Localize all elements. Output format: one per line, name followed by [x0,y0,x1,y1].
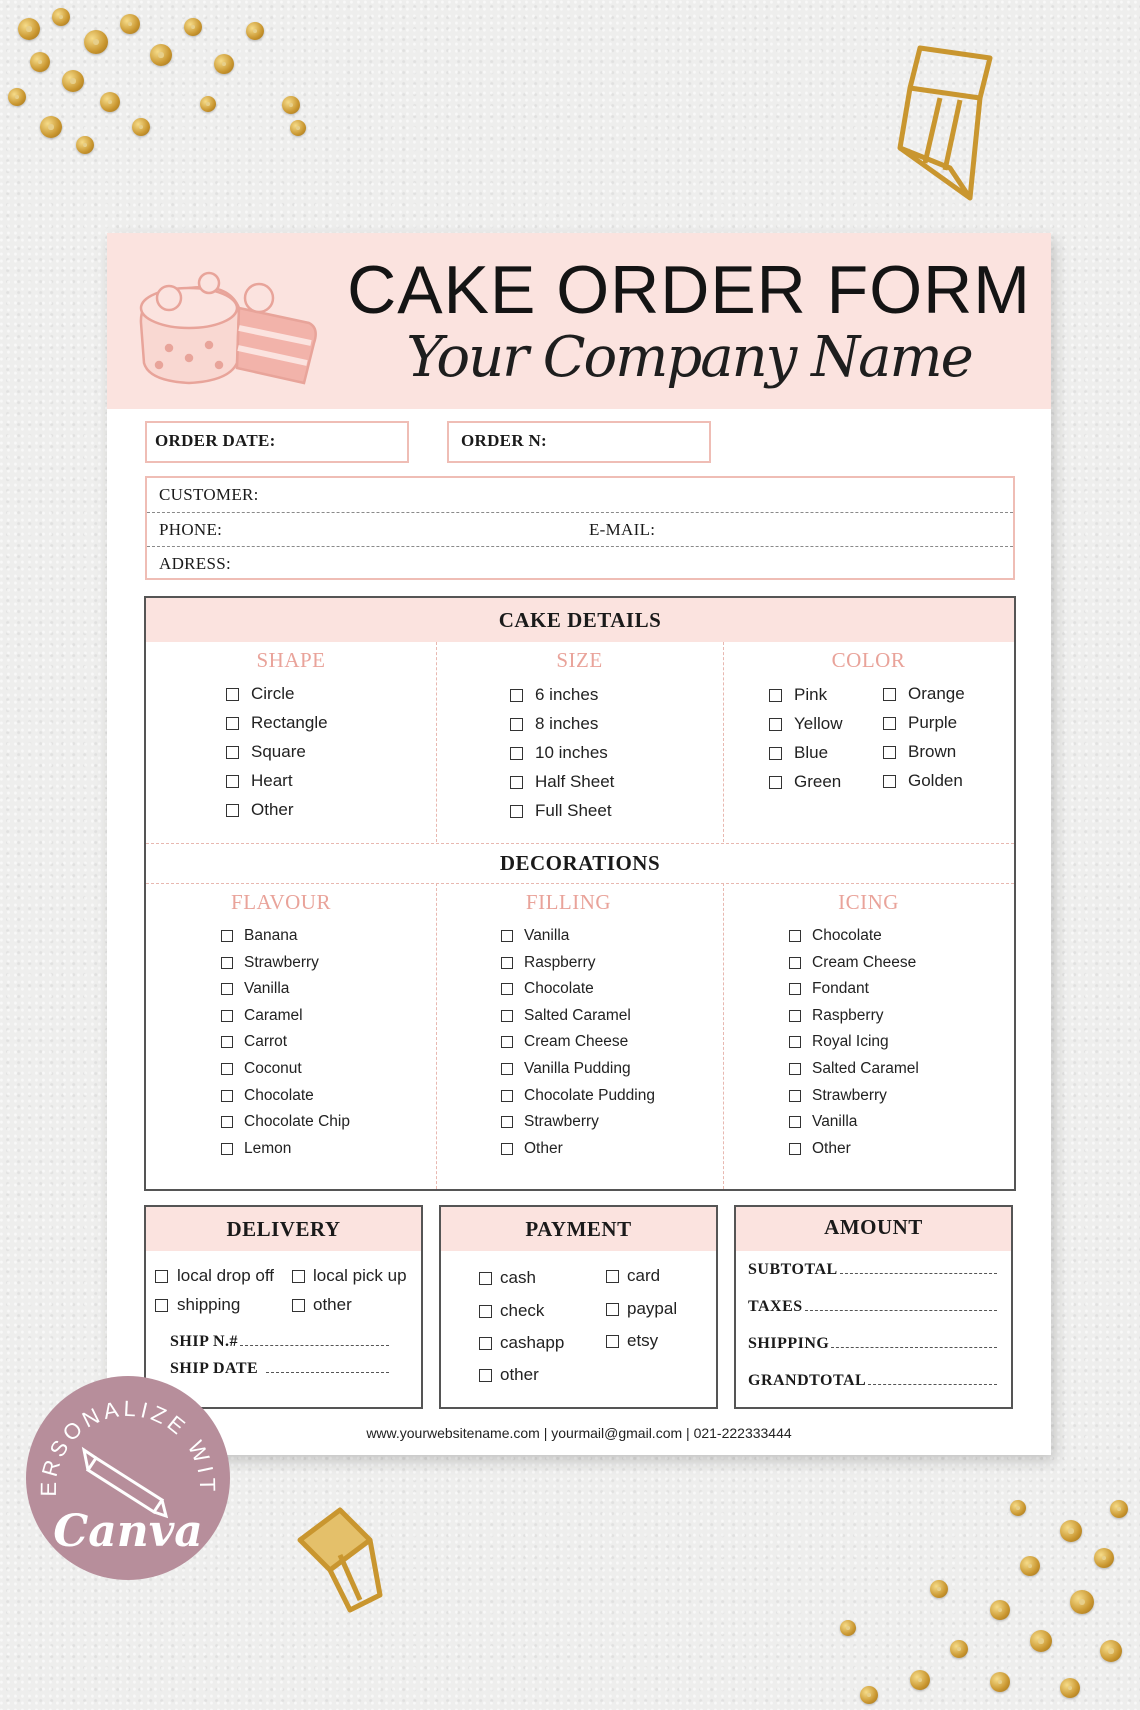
option-label: Royal Icing [812,1033,889,1051]
size-option-full-sheet[interactable] [510,801,612,821]
flavour-option[interactable] [221,927,297,945]
sequin [200,96,216,112]
payment-option-other[interactable] [479,1365,539,1385]
color-option-pink[interactable] [769,685,827,705]
option-label: Carrot [244,1033,288,1051]
filling-option[interactable] [501,1033,628,1051]
checkbox[interactable] [789,1143,801,1155]
divider [723,883,724,1189]
option-label: local pick up [313,1266,407,1285]
option-label: Square [251,742,306,761]
option-label: 8 inches [535,714,599,733]
checkbox[interactable] [501,1143,513,1155]
flavour-option[interactable] [221,1140,291,1158]
filling-option[interactable] [501,1087,655,1105]
sequin [120,14,140,34]
ship-date-label: SHIP DATE [170,1360,259,1377]
customer-field[interactable] [147,478,1013,512]
sequin [1060,1520,1082,1542]
input-line [831,1347,997,1348]
sequin [860,1686,878,1704]
checkbox[interactable] [789,1036,801,1048]
svg-text:PERSONALIZE WITH [26,1376,220,1497]
checkbox[interactable] [221,1090,233,1102]
order-form-sheet [107,233,1051,1455]
sequin [62,70,84,92]
order-number-field[interactable] [447,421,711,463]
option-label: Vanilla Pudding [524,1060,631,1077]
payment-option-check[interactable] [479,1301,544,1321]
option-label: Heart [251,771,293,790]
cake-slice-icon [129,253,329,398]
checkbox[interactable] [221,1143,233,1155]
filling-option[interactable] [501,954,596,972]
option-label: Chocolate [244,1086,314,1104]
checkbox[interactable] [221,1116,233,1128]
option-label: card [627,1266,661,1285]
checkbox[interactable] [510,718,523,731]
option-label: Rectangle [251,713,328,732]
divider [146,883,1014,884]
option-label: cash [500,1268,536,1287]
checkbox[interactable] [221,983,233,995]
icing-option[interactable] [789,927,882,945]
option-label: 10 inches [535,743,608,762]
option-label: Golden [908,771,963,790]
badge-graphic [26,1376,230,1580]
sequin [990,1600,1010,1620]
option-label: Vanilla [812,1113,858,1131]
email-label: E-MAIL: [589,520,656,539]
option-label: Circle [251,684,295,703]
payment-option-paypal[interactable] [606,1299,677,1319]
checkbox[interactable] [226,688,239,701]
option-label: shipping [177,1295,241,1314]
order-date-field[interactable] [145,421,409,463]
phone-label: PHONE: [159,520,223,539]
option-label: Fondant [812,980,869,998]
option-label: Raspberry [812,1006,884,1024]
filling-option[interactable] [501,1007,631,1025]
icing-option[interactable] [789,954,916,972]
option-label: Cream Cheese [524,1033,629,1051]
option-label: Raspberry [524,953,596,971]
sequin [930,1580,948,1598]
option-label: Pink [794,685,828,704]
sequin [840,1620,856,1636]
checkbox[interactable] [883,775,896,788]
order-date-label: ORDER DATE: [155,431,276,450]
option-label: check [500,1301,545,1320]
contact-footer: www.yourwebsitename.com | yourmail@gmail.com | 021-222333444 [366,1425,792,1441]
input-line [840,1273,997,1274]
checkbox[interactable] [501,1116,513,1128]
sequin [1110,1500,1128,1518]
filling-heading: FILLING [525,890,612,914]
shape-option-other[interactable] [226,800,294,820]
delivery-option-local-pick-up[interactable] [292,1266,407,1286]
option-label: Coconut [244,1060,302,1077]
icing-option[interactable] [789,1140,851,1158]
shape-option-square[interactable] [226,742,306,762]
checkbox[interactable] [510,805,523,818]
flavour-option[interactable] [221,1060,302,1078]
input-line [805,1310,997,1311]
option-label: 6 inches [535,685,599,704]
payment-heading: PAYMENT [441,1207,716,1251]
sequin [132,118,150,136]
flavour-option[interactable] [221,1007,303,1025]
option-label: Lemon [244,1139,292,1157]
checkbox[interactable] [501,930,513,942]
option-label: Strawberry [812,1086,887,1104]
option-label: Banana [244,927,298,944]
delivery-heading: DELIVERY [146,1207,421,1251]
checkbox[interactable] [789,1090,801,1102]
checkbox[interactable] [769,747,782,760]
sequin [1094,1548,1114,1568]
checkbox[interactable] [501,983,513,995]
option-label: Full Sheet [535,801,612,820]
sequin [214,54,234,74]
flavour-option[interactable] [221,980,289,998]
checkbox[interactable] [226,775,239,788]
ship-number-label: SHIP N.# [170,1333,239,1350]
option-label: Orange [908,684,965,703]
option-label: etsy [627,1331,659,1350]
sequin [1100,1640,1122,1662]
color-option-yellow[interactable] [769,714,843,734]
payment-section [439,1205,718,1409]
option-label: Strawberry [524,1113,599,1131]
option-label: Blue [794,743,829,762]
option-label: Salted Caramel [812,1060,919,1077]
checkbox[interactable] [606,1303,619,1316]
sequin [84,30,108,54]
icing-option[interactable] [789,1087,887,1105]
checkbox[interactable] [789,1116,801,1128]
address-field[interactable] [147,547,1013,581]
sequin [40,116,62,138]
icing-option[interactable] [789,1060,919,1078]
gold-binder-clip-icon [290,1500,400,1620]
shape-heading: SHAPE [256,648,326,672]
checkbox[interactable] [510,776,523,789]
taxes-label: TAXES [748,1298,803,1315]
sequin [910,1670,930,1690]
checkbox[interactable] [606,1335,619,1348]
option-label: cashapp [500,1333,565,1352]
shape-option-rectangle[interactable] [226,713,328,733]
sequin [150,44,172,66]
checkbox[interactable] [510,689,523,702]
checkbox[interactable] [221,1063,233,1075]
customer-info-block [145,476,1015,580]
payment-option-cashapp[interactable] [479,1333,564,1353]
color-option-green[interactable] [769,772,841,792]
option-label: local drop off [177,1266,275,1285]
flavour-option[interactable] [221,954,319,972]
sequin [1070,1590,1094,1614]
flavour-option[interactable] [221,1087,314,1105]
sequin [1010,1500,1026,1516]
shape-option-heart[interactable] [226,771,293,791]
icing-option[interactable] [789,980,869,998]
amount-heading: AMOUNT [736,1207,1011,1251]
address-label: ADRESS: [159,554,232,573]
color-option-brown[interactable] [883,742,956,762]
icing-heading: ICING [838,890,899,914]
sequin [950,1640,968,1658]
checkbox[interactable] [501,1036,513,1048]
company-name: Your Company Name [406,325,972,390]
option-label: Chocolate [812,927,882,944]
option-label: Half Sheet [535,772,615,791]
flavour-heading: FLAVOUR [231,890,331,914]
checkbox[interactable] [221,1036,233,1048]
checkbox[interactable] [883,688,896,701]
phone-field[interactable] [147,513,577,547]
sequin [8,88,26,106]
checkbox[interactable] [226,746,239,759]
size-option-half-sheet[interactable] [510,772,614,792]
cake-details-heading: CAKE DETAILS [146,598,1014,642]
sequin [282,96,300,114]
checkbox[interactable] [789,1010,801,1022]
delivery-option-local-drop-off[interactable] [155,1266,274,1286]
filling-option[interactable] [501,1113,599,1131]
ship-number-field[interactable] [170,1333,389,1351]
delivery-option-shipping[interactable] [155,1295,240,1315]
checkbox[interactable] [789,930,801,942]
checkbox[interactable] [292,1299,305,1312]
badge-curved-text: ERSONALIZE WIT [35,1395,221,1497]
grandtotal-label: GRANDTOTAL [748,1372,867,1389]
checkbox[interactable] [883,717,896,730]
filling-option[interactable] [501,927,569,945]
sequin [1020,1556,1040,1576]
checkbox[interactable] [221,1010,233,1022]
color-heading: COLOR [831,648,906,672]
checkbox[interactable] [155,1270,168,1283]
checkbox[interactable] [221,930,233,942]
order-number-label: ORDER N: [461,431,547,450]
checkbox[interactable] [769,689,782,702]
decorations-heading: DECORATIONS [146,844,1014,882]
filling-option[interactable] [501,1140,563,1158]
option-label: Caramel [244,1006,303,1024]
checkbox[interactable] [479,1369,492,1382]
filling-option[interactable] [501,980,594,998]
size-option-8-inches[interactable] [510,714,598,734]
checkbox[interactable] [155,1299,168,1312]
option-label: Chocolate Chip [244,1113,350,1131]
checkbox[interactable] [501,1010,513,1022]
option-label: Chocolate Pudding [524,1086,655,1104]
option-label: Vanilla [244,980,290,998]
option-label: Other [812,1139,851,1157]
size-heading: SIZE [556,648,603,672]
payment-option-etsy[interactable] [606,1331,658,1351]
checkbox[interactable] [501,1063,513,1075]
email-field[interactable] [577,513,1017,547]
checkbox[interactable] [479,1272,492,1285]
option-label: Chocolate [524,980,594,998]
input-line [868,1384,997,1385]
sequin [18,18,40,40]
payment-option-cash[interactable] [479,1268,536,1288]
option-label: paypal [627,1299,678,1318]
color-option-purple[interactable] [883,713,957,733]
sequin [30,52,50,72]
checkbox[interactable] [789,983,801,995]
checkbox[interactable] [292,1270,305,1283]
subtotal-field[interactable] [748,1261,997,1279]
checkbox[interactable] [226,804,239,817]
option-label: Other [251,800,294,819]
input-line [240,1345,389,1346]
option-label: Purple [908,713,958,732]
option-label: Green [794,772,842,791]
checkbox[interactable] [501,957,513,969]
flavour-option[interactable] [221,1113,350,1131]
shipping-label: SHIPPING [748,1335,830,1352]
option-label: Strawberry [244,953,319,971]
cake-details-section [144,596,1016,1191]
icing-option[interactable] [789,1033,889,1051]
input-line [266,1372,389,1373]
badge-brand: Canva [53,1506,203,1557]
taxes-field[interactable] [748,1298,997,1316]
icing-option[interactable] [789,1007,884,1025]
checkbox[interactable] [479,1337,492,1350]
checkbox[interactable] [226,717,239,730]
color-option-orange[interactable] [883,684,965,704]
option-label: other [313,1295,352,1314]
checkbox[interactable] [510,747,523,760]
color-option-golden[interactable] [883,771,963,791]
flavour-option[interactable] [221,1033,287,1051]
sequin [246,22,264,40]
size-option-6-inches[interactable] [510,685,598,705]
gold-binder-clip-icon [880,38,1030,208]
form-header [107,233,1051,409]
form-title: CAKE ORDER FORM [347,252,1031,328]
sequin [52,8,70,26]
grandtotal-field[interactable] [748,1372,997,1390]
sequin [990,1672,1010,1692]
option-label: other [500,1365,539,1384]
checkbox[interactable] [789,1063,801,1075]
size-option-10-inches[interactable] [510,743,608,763]
option-label: Yellow [794,714,843,733]
option-label: Vanilla [524,927,570,944]
sequin [76,136,94,154]
sequin [1030,1630,1052,1652]
sequin [100,92,120,112]
sequin [1060,1678,1080,1698]
checkbox[interactable] [501,1090,513,1102]
personalize-with-canva-badge [26,1376,230,1580]
color-option-blue[interactable] [769,743,828,763]
checkbox[interactable] [479,1305,492,1318]
icing-option[interactable] [789,1113,857,1131]
delivery-option-other[interactable] [292,1295,352,1315]
amount-section [734,1205,1013,1409]
divider [436,883,437,1189]
sequin [184,18,202,36]
checkbox[interactable] [221,957,233,969]
checkbox[interactable] [883,746,896,759]
option-label: Brown [908,742,957,761]
subtotal-label: SUBTOTAL [748,1261,838,1278]
payment-option-card[interactable] [606,1266,660,1286]
shape-option-circle[interactable] [226,684,294,704]
filling-option[interactable] [501,1060,631,1078]
option-label: Salted Caramel [524,1006,631,1024]
checkbox[interactable] [769,718,782,731]
customer-label: CUSTOMER: [159,485,259,504]
option-label: Cream Cheese [812,953,917,971]
checkbox[interactable] [789,957,801,969]
checkbox[interactable] [606,1270,619,1283]
shipping-field[interactable] [748,1335,997,1353]
sequin [290,120,306,136]
checkbox[interactable] [769,776,782,789]
option-label: Other [524,1139,563,1157]
